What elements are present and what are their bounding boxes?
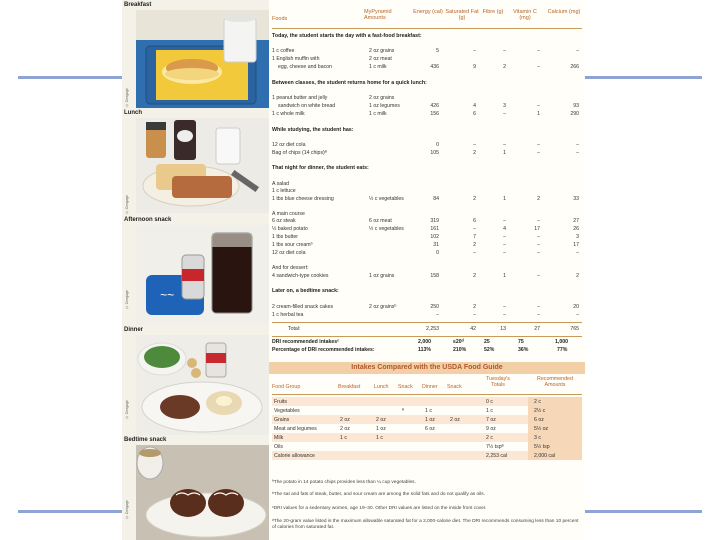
footnote-c: ᶜDRI values for a sedentary women, age 19–30. Other DRI values are listed on the inside front cover. xyxy=(272,506,487,511)
table-row: 6 oz steak 6 oz meat 319 6 – – 27 xyxy=(272,218,579,224)
col-header-snack: Snack xyxy=(398,384,413,390)
bedtime-snack-photo xyxy=(136,445,269,540)
col-header-dinner: Dinner xyxy=(422,384,438,390)
svg-text:~~: ~~ xyxy=(160,288,175,302)
dinner-label: Dinner xyxy=(124,327,144,333)
photo-credit: © Cengage xyxy=(125,290,129,310)
table-row: 1 c herbal tea – – – – – xyxy=(272,312,579,318)
afternoon-snack-label: Afternoon snack xyxy=(124,217,172,223)
table-row: Bag of chips (14 chips)ª 105 2 1 – – xyxy=(272,150,579,156)
table-row: Vegetables ª 1 c 1 c 2½ c xyxy=(272,406,582,415)
photo-credit: © Cengage xyxy=(125,400,129,420)
section-heading: While studying, the student has: xyxy=(272,127,354,133)
col-header-energy: Energy (cal) xyxy=(413,9,443,15)
section-heading: That night for dinner, the student eats: xyxy=(272,165,369,171)
footnote-d: ᵈThe 20-gram value listed is the maximum allowable saturated fat for a 2,000-calorie diet. The DRI recommends consuming less than 10 percent of calories from saturated fat. xyxy=(272,519,579,530)
col-header-saturated-fat: Saturated Fat (g) xyxy=(445,9,479,22)
intakes-header-divider xyxy=(272,394,582,395)
photo-credit: © Cengage xyxy=(125,195,129,215)
table-row: 1 tbs butter 102 7 – – 3 xyxy=(272,234,579,240)
total-row: Total: 2,253 42 13 27 765 xyxy=(288,326,579,332)
table-row: Calorie allowance 2,253 cal 2,000 cal xyxy=(272,451,582,460)
meal-photo-column xyxy=(122,0,269,540)
table-row: Milk 1 c 1 c 2 c 3 c xyxy=(272,433,582,442)
table-row: 12 oz diet cola 0 – – – – xyxy=(272,142,579,148)
footnote-b: ᵇThe sat and fats of steak, butter, and sour cream are among the solid fats and do not qualify as oils. xyxy=(272,492,485,497)
afternoon-snack-photo xyxy=(136,225,269,325)
table-row: A salad xyxy=(272,181,290,187)
section-heading: Between classes, the student returns home for a quick lunch: xyxy=(272,80,427,86)
table-row: 2 cream-filled snack cakes 2 oz grainsᵇ 250 2 – – 20 xyxy=(272,304,579,310)
col-header-fiber: Fibre (g) xyxy=(482,9,504,15)
col-header-lunch: Lunch xyxy=(374,384,389,390)
table-row: 1 c coffee 2 oz grains 5 – – – – xyxy=(272,48,579,54)
table-row: 1 c lettuce xyxy=(272,188,296,194)
diet-analysis-table: Foods MyPyramid Amounts Energy (cal) Saturated Fat (g) Fibre (g) Vitamin C (mg) Calcium (mg) Today, the student starts the day with a fast-food breakfast: 1 c coffee 2 oz grains 5 – – – – 1 English muffin with 2 oz meat egg, cheese and bacon 1 c milk 436 9 2 – 266 Between classes, the student returns home for a quick lunch: 1 peanut butter and jelly 2 oz grains sandwich on white bread 1 oz legumes 426 4 3 – 93 1 c whole milk 1 c milk 156 6 – 1 290 While studying, the student has: 12 oz diet cola 0 – – – – Bag of chips (14 chips)ª 105 2 1 – – That night for dinner, the student eats: A salad 1 c lettuce 1 tbs blue cheese dressing ½ c vegetables 84 2 1 2 33 A main course 6 oz steak 6 oz meat 319 6 – – 27 ½ baked potato ½ c vegetables 161 – 4 17 26 1 tbs butter 102 7 – – 3 1 tbs sour creamᵇ 31 2 – – 17 12 oz diet cola 0 – – – – And for dessert: 4 sandwich-type cookies 1 oz grains 158 2 1 – 2 Later on, a bedtime snack: 2 cream-filled snack cakes 2 oz grainsᵇ 250 2 – – 20 1 c herbal tea – – – – – Total: 2,253 42 13 27 765 DRI recommended intakesᶜ 2,000 ≤20ᵈ 25 75 1,000 Percentage of DRI recommended intakes: 113% 210% 52% 36% 77% Intakes Compared with the USDA Food Guide Food Group Breakfast Lunch Snack Dinner Snack Tuesday's Totals Recommended Amounts Fruits 0 c 2 c Vegetables ª 1 c 1 c 2½ c Grains 2 oz 2 oz 1 oz 2 oz 7 oz 6 oz Meat and legumes 2 oz 1 oz 6 oz 9 oz 5½ oz Milk 1 c 1 c 2 c 3 c Oils 7½ tspª 5½ tsp Calorie allowance 2,253 cal 2,000 cal ªThe potato in 14 potato chips provides less than ¼ cup vegetables. ᵇThe sat and fats of steak, butter, and sour cream are among the solid fats and do not qualify as oils. ᶜDRI values for a sedentary women, age 19–30. Other DRI values are listed on the inside front cover. ᵈThe 20-gram value listed is the maximum allowable saturated fat for a 2,000-calorie diet. The DRI recommends consuming less than 10 percent of calories from saturated fat. xyxy=(269,0,585,540)
intakes-comparison-table xyxy=(272,376,582,478)
table-row: Fruits 0 c 2 c xyxy=(272,397,582,406)
section-heading: Today, the student starts the day with a fast-food breakfast: xyxy=(272,33,422,39)
col-header-vitamin-c: Vitamin C (mg) xyxy=(513,9,537,22)
table-row: A main course xyxy=(272,211,305,217)
col-header-calcium: Calcium (mg) xyxy=(547,9,581,15)
footnote-a: ªThe potato in 14 potato chips provides less than ¼ cup vegetables. xyxy=(272,480,416,485)
photo-credit: © Cengage xyxy=(125,88,129,108)
table-row: Oils 7½ tspª 5½ tsp xyxy=(272,442,582,451)
table-row: 1 English muffin with 2 oz meat xyxy=(272,56,392,62)
textbook-page xyxy=(122,0,585,540)
table-row: Meat and legumes 2 oz 1 oz 6 oz 9 oz 5½ oz xyxy=(272,424,582,433)
intakes-comparison-title: Intakes Compared with the USDA Food Guide xyxy=(269,362,585,374)
col-header-totals: Tuesday's Totals xyxy=(486,376,510,389)
col-header-amounts: MyPyramid Amounts xyxy=(364,9,392,22)
header-divider xyxy=(272,28,582,29)
col-header-recommended: Recommended Amounts xyxy=(537,376,573,389)
col-header-food-group: Food Group xyxy=(272,384,301,390)
total-divider xyxy=(272,322,582,323)
table-row: 1 tbs blue cheese dressing ½ c vegetables 84 2 1 2 33 xyxy=(272,196,579,202)
table-row: And for dessert: xyxy=(272,265,309,271)
table-row: 1 tbs sour creamᵇ 31 2 – – 17 xyxy=(272,242,579,248)
col-header-breakfast: Breakfast xyxy=(338,384,361,390)
lunch-photo xyxy=(136,118,269,213)
col-header-foods: Foods xyxy=(272,16,288,22)
table-row: 1 peanut butter and jelly 2 oz grains xyxy=(272,95,395,101)
table-row: 4 sandwich-type cookies 1 oz grains 158 2 1 – 2 xyxy=(272,273,579,279)
table-row: egg, cheese and bacon 1 c milk 436 9 2 – 266 xyxy=(278,64,579,70)
section-heading: Later on, a bedtime snack: xyxy=(272,288,339,294)
photo-credit: © Cengage xyxy=(125,500,129,520)
table-row: 1 c whole milk 1 c milk 156 6 – 1 290 xyxy=(272,111,579,117)
dinner-photo xyxy=(136,335,269,435)
bedtime-snack-label: Bedtime snack xyxy=(124,437,167,443)
lunch-label: Lunch xyxy=(124,110,142,116)
breakfast-label: Breakfast xyxy=(124,2,152,8)
dri-divider xyxy=(272,336,582,337)
table-row: Grains 2 oz 2 oz 1 oz 2 oz 7 oz 6 oz xyxy=(272,415,582,424)
breakfast-photo xyxy=(136,10,269,108)
table-row: 12 oz diet cola 0 – – – – xyxy=(272,250,579,256)
table-row: ½ baked potato ½ c vegetables 161 – 4 17 26 xyxy=(272,226,579,232)
table-row: sandwich on white bread 1 oz legumes 426 4 3 – 93 xyxy=(278,103,579,109)
col-header-snack-2: Snack xyxy=(447,384,462,390)
